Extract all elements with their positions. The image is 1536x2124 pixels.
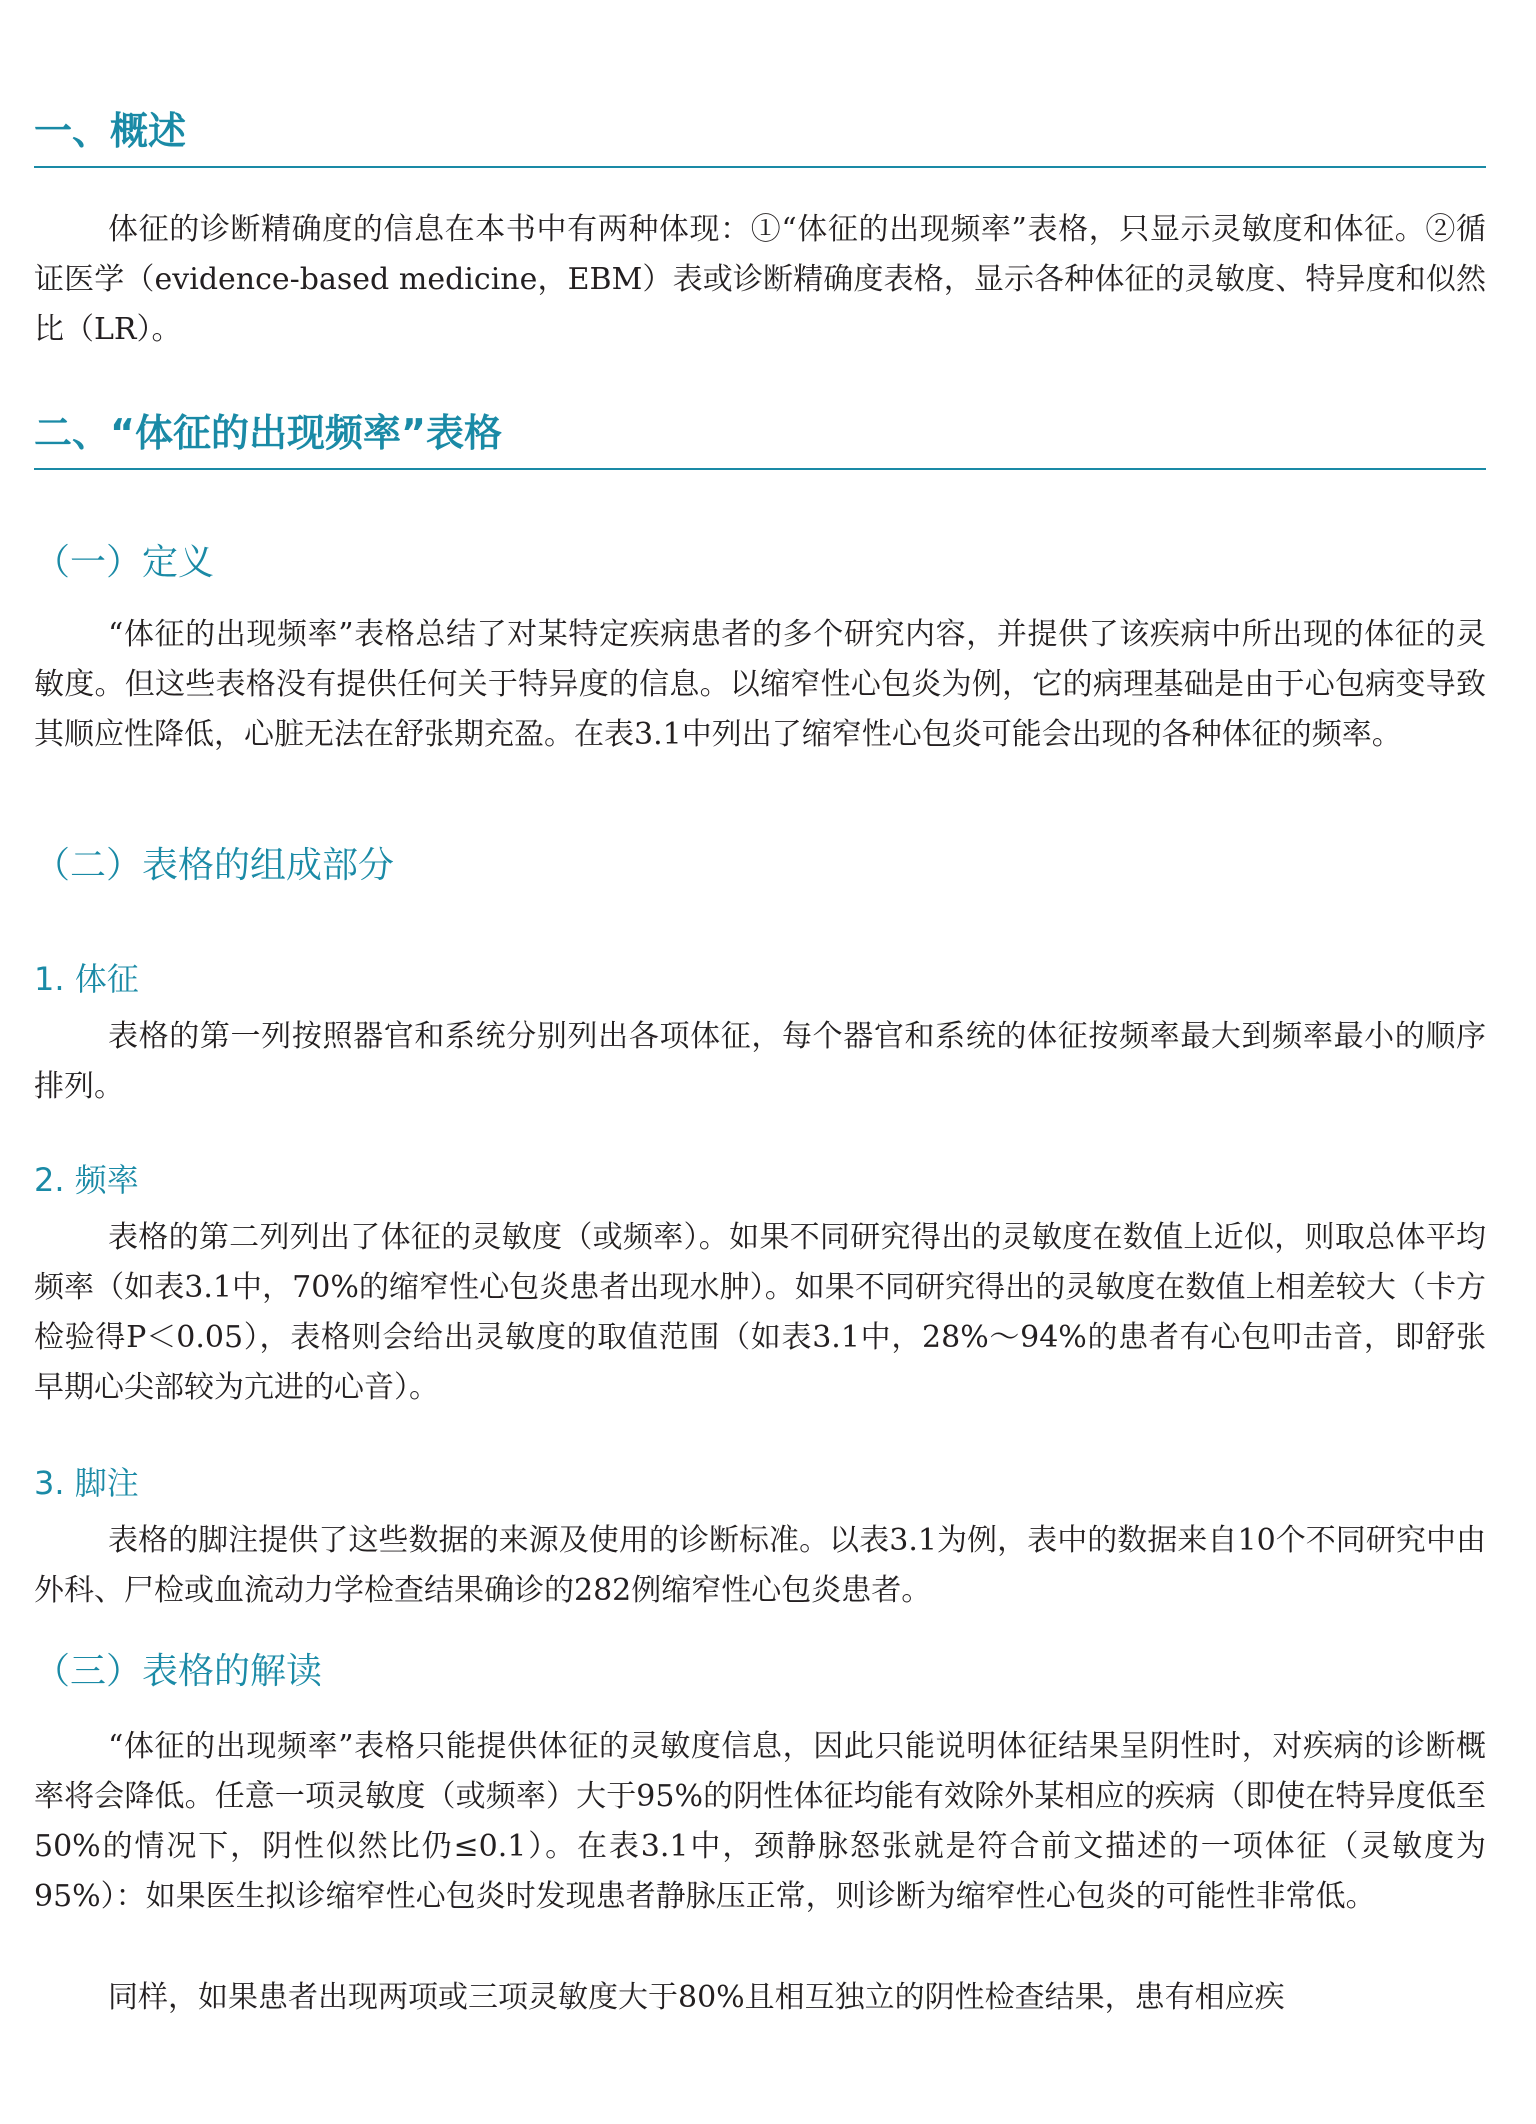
subsection-heading-interpretation: （三）表格的解读	[34, 1651, 323, 1692]
section-heading-overview: 一、概述	[34, 112, 1486, 168]
overview-paragraph: 体征的诊断精确度的信息在本书中有两种体现：①“体征的出现频率”表格，只显示灵敏度和体征。②循证医学（evidence-based medicine，EBM）表或诊断精确度表格，显示各种体征的灵敏度、特异度和似然比（LR）。	[34, 212, 1486, 347]
item-heading-frequency: 2. 频率	[34, 1161, 139, 1199]
signs-paragraph: 表格的第一列按照器官和系统分别列出各项体征，每个器官和系统的体征按频率最大到频率最小的顺序排列。	[34, 1019, 1486, 1104]
frequency-paragraph: 表格的第二列列出了体征的灵敏度（或频率）。如果不同研究得出的灵敏度在数值上近似，则取总体平均频率（如表3.1中，70%的缩窄性心包炎患者出现水肿）。如果不同研究得出的灵敏度在数值上相差较大（卡方检验得P＜0.05），表格则会给出灵敏度的取值范围（如表3.1中，28%～94%的患者有心包叩击音，即舒张早期心尖部较为亢进的心音）。	[34, 1220, 1486, 1405]
footnote-paragraph: 表格的脚注提供了这些数据的来源及使用的诊断标准。以表3.1为例，表中的数据来自10个不同研究中由外科、尸检或血流动力学检查结果确诊的282例缩窄性心包炎患者。	[34, 1523, 1486, 1608]
subsection-heading-definition: （一）定义	[34, 542, 215, 583]
subsection-heading-components: （二）表格的组成部分	[34, 845, 395, 886]
interpretation-paragraph-1: “体征的出现频率”表格只能提供体征的灵敏度信息，因此只能说明体征结果呈阴性时，对疾病的诊断概率将会降低。任意一项灵敏度（或频率）大于95%的阴性体征均能有效除外某相应的疾病（即使在特异度低至50%的情况下，阴性似然比仍≤0.1）。在表3.1中，颈静脉怒张就是符合前文描述的一项体征（灵敏度为95%）：如果医生拟诊缩窄性心包炎时发现患者静脉压正常，则诊断为缩窄性心包炎的可能性非常低。	[34, 1729, 1486, 1914]
interpretation-paragraph-2: 同样，如果患者出现两项或三项灵敏度大于80%且相互独立的阴性检查结果，患有相应疾	[108, 1980, 1285, 2015]
section-heading-frequency-table: 二、“体征的出现频率”表格	[34, 414, 1486, 470]
item-heading-footnote: 3. 脚注	[34, 1464, 139, 1502]
item-heading-signs: 1. 体征	[34, 960, 139, 998]
definition-paragraph: “体征的出现频率”表格总结了对某特定疾病患者的多个研究内容，并提供了该疾病中所出现的体征的灵敏度。但这些表格没有提供任何关于特异度的信息。以缩窄性心包炎为例，它的病理基础是由于心包病变导致其顺应性降低，心脏无法在舒张期充盈。在表3.1中列出了缩窄性心包炎可能会出现的各种体征的频率。	[34, 617, 1486, 752]
